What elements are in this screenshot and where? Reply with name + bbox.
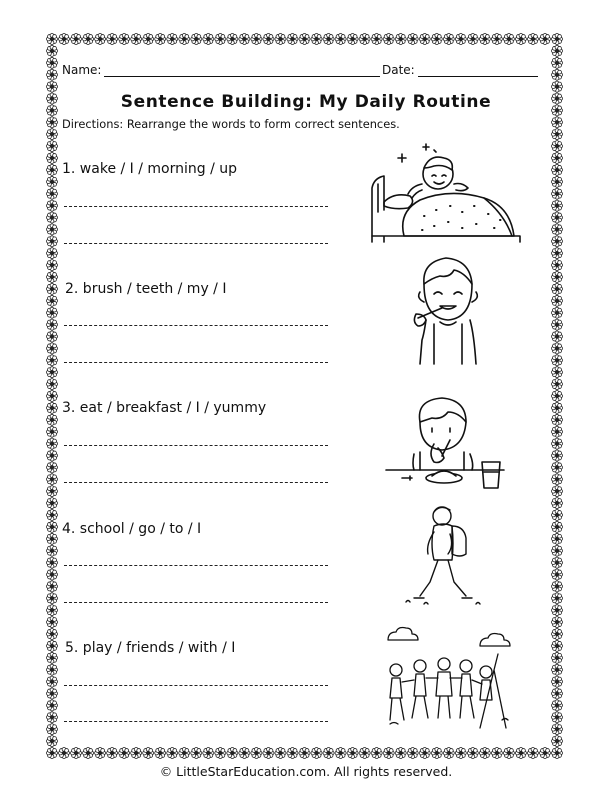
- border-flower: [552, 212, 563, 223]
- border-flower: [311, 34, 322, 45]
- border-flower: [467, 748, 478, 759]
- border-flower: [215, 748, 226, 759]
- border-flower: [552, 224, 563, 235]
- border-flower: [552, 379, 563, 390]
- border-flower: [59, 748, 70, 759]
- border-flower: [552, 272, 563, 283]
- boy-eating-breakfast-picture: [384, 392, 506, 494]
- prompt-3: 3. eat / breakfast / I / yummy: [62, 400, 267, 416]
- border-flower: [552, 676, 563, 687]
- border-flower: [552, 188, 563, 199]
- boy-walking-to-school-picture: [404, 504, 486, 608]
- border-flower: [179, 748, 190, 759]
- border-flower: [552, 81, 563, 92]
- border-flower: [47, 438, 58, 449]
- border-flower: [47, 629, 58, 640]
- border-flower: [335, 34, 346, 45]
- border-flower: [552, 295, 563, 306]
- border-flower: [539, 748, 550, 759]
- border-flower: [47, 426, 58, 437]
- border-flower: [119, 34, 130, 45]
- border-flower: [47, 724, 58, 735]
- border-flower: [47, 272, 58, 283]
- border-flower: [552, 426, 563, 437]
- border-flower: [407, 34, 418, 45]
- border-flower: [552, 581, 563, 592]
- border-flower: [263, 34, 274, 45]
- border-flower: [395, 748, 406, 759]
- border-flower: [119, 748, 130, 759]
- border-flower: [552, 319, 563, 330]
- border-flower: [47, 605, 58, 616]
- border-flower: [552, 557, 563, 568]
- border-flower: [323, 748, 334, 759]
- border-flower: [47, 391, 58, 402]
- border-flower: [47, 45, 58, 56]
- border-flower: [47, 343, 58, 354]
- border-flower: [359, 748, 370, 759]
- border-flower: [552, 129, 563, 140]
- border-flower: [527, 748, 538, 759]
- border-flower: [552, 640, 563, 651]
- border-flower: [552, 712, 563, 723]
- border-flower: [552, 486, 563, 497]
- answer-line-4b[interactable]: [64, 602, 328, 603]
- border-flower: [371, 748, 382, 759]
- border-flower: [552, 724, 563, 735]
- border-flower: [491, 748, 502, 759]
- prompt-2: 2. brush / teeth / my / I: [65, 281, 227, 297]
- border-flower: [47, 474, 58, 485]
- border-flower: [491, 34, 502, 45]
- border-flower: [552, 176, 563, 187]
- border-flower: [503, 748, 514, 759]
- border-flower: [552, 498, 563, 509]
- border-flower: [47, 736, 58, 747]
- answer-line-3b[interactable]: [64, 482, 328, 483]
- name-label: Name:: [62, 63, 102, 77]
- children-playing-picture: [382, 624, 518, 732]
- border-flower: [552, 510, 563, 521]
- border-flower: [47, 700, 58, 711]
- border-flower: [552, 664, 563, 675]
- border-flower: [383, 34, 394, 45]
- border-flower: [47, 260, 58, 271]
- border-flower: [47, 640, 58, 651]
- border-flower: [47, 688, 58, 699]
- border-flower: [155, 748, 166, 759]
- border-flower: [515, 34, 526, 45]
- border-flower: [552, 462, 563, 473]
- border-flower: [83, 34, 94, 45]
- border-flower: [431, 748, 442, 759]
- border-flower: [155, 34, 166, 45]
- border-flower: [275, 34, 286, 45]
- border-flower: [552, 367, 563, 378]
- border-flower: [191, 34, 202, 45]
- border-flower: [47, 236, 58, 247]
- border-flower: [395, 34, 406, 45]
- border-flower: [47, 355, 58, 366]
- border-flower: [443, 34, 454, 45]
- border-flower: [347, 748, 358, 759]
- border-flower: [552, 569, 563, 580]
- border-flower: [443, 748, 454, 759]
- border-flower: [552, 153, 563, 164]
- border-flower: [299, 748, 310, 759]
- border-flower: [167, 748, 178, 759]
- border-flower: [47, 462, 58, 473]
- border-flower: [552, 545, 563, 556]
- border-flower: [227, 34, 238, 45]
- border-flower: [47, 379, 58, 390]
- boy-in-bed-picture: [364, 140, 524, 244]
- border-flower: [47, 164, 58, 175]
- border-flower: [59, 34, 70, 45]
- border-flower: [455, 748, 466, 759]
- border-flower: [47, 748, 58, 759]
- border-flower: [552, 450, 563, 461]
- border-flower: [552, 283, 563, 294]
- border-flower: [143, 34, 154, 45]
- border-flower: [47, 652, 58, 663]
- border-flower: [47, 34, 58, 45]
- border-flower: [527, 34, 538, 45]
- border-flower: [47, 414, 58, 425]
- border-flower: [47, 498, 58, 509]
- border-flower: [215, 34, 226, 45]
- border-flower: [552, 533, 563, 544]
- border-flower: [47, 117, 58, 128]
- border-flower: [47, 188, 58, 199]
- border-flower: [83, 748, 94, 759]
- border-flower: [539, 34, 550, 45]
- boy-brushing-teeth-picture: [410, 254, 486, 366]
- worksheet-title: Sentence Building: My Daily Routine: [120, 92, 492, 112]
- border-flower: [552, 700, 563, 711]
- border-flower: [47, 200, 58, 211]
- answer-line-3a[interactable]: [64, 445, 328, 446]
- border-flower: [47, 569, 58, 580]
- border-flower: [47, 319, 58, 330]
- border-flower: [95, 748, 106, 759]
- border-flower: [47, 307, 58, 318]
- border-flower: [311, 748, 322, 759]
- border-flower: [179, 34, 190, 45]
- border-flower: [47, 557, 58, 568]
- border-flower: [552, 200, 563, 211]
- border-flower: [203, 748, 214, 759]
- border-flower: [467, 34, 478, 45]
- border-flower: [552, 605, 563, 616]
- border-flower: [131, 34, 142, 45]
- border-flower: [47, 153, 58, 164]
- border-flower: [419, 748, 430, 759]
- border-flower: [552, 629, 563, 640]
- border-flower: [47, 224, 58, 235]
- border-flower: [47, 450, 58, 461]
- border-flower: [107, 34, 118, 45]
- border-flower: [371, 34, 382, 45]
- border-flower: [299, 34, 310, 45]
- border-flower: [47, 617, 58, 628]
- border-flower: [552, 474, 563, 485]
- border-flower: [552, 260, 563, 271]
- border-flower: [287, 748, 298, 759]
- border-flower: [239, 34, 250, 45]
- border-flower: [47, 402, 58, 413]
- border-flower: [47, 212, 58, 223]
- copyright-footer: © LittleStarEducation.com. All rights reserved.: [159, 764, 453, 779]
- border-flower: [552, 34, 563, 45]
- border-flower: [47, 129, 58, 140]
- border-flower: [47, 593, 58, 604]
- border-flower: [47, 521, 58, 532]
- border-flower: [47, 141, 58, 152]
- border-flower: [71, 34, 82, 45]
- border-flower: [47, 581, 58, 592]
- border-flower: [431, 34, 442, 45]
- border-flower: [47, 712, 58, 723]
- border-flower: [503, 34, 514, 45]
- border-flower: [47, 510, 58, 521]
- border-flower: [71, 748, 82, 759]
- answer-line-1a[interactable]: [64, 206, 328, 207]
- border-flower: [287, 34, 298, 45]
- answer-line-2b[interactable]: [64, 362, 328, 363]
- border-flower: [47, 367, 58, 378]
- border-flower: [479, 748, 490, 759]
- border-flower: [552, 688, 563, 699]
- border-flower: [552, 117, 563, 128]
- border-flower: [47, 69, 58, 80]
- border-flower: [407, 748, 418, 759]
- date-label: Date:: [382, 63, 415, 77]
- border-flower: [131, 748, 142, 759]
- border-flower: [552, 617, 563, 628]
- border-flower: [552, 164, 563, 175]
- border-flower: [552, 521, 563, 532]
- date-field[interactable]: [418, 76, 538, 77]
- border-flower: [552, 593, 563, 604]
- border-flower: [251, 34, 262, 45]
- border-flower: [552, 652, 563, 663]
- border-flower: [347, 34, 358, 45]
- answer-line-5b[interactable]: [64, 721, 328, 722]
- border-flower: [552, 391, 563, 402]
- border-flower: [323, 34, 334, 45]
- border-flower: [552, 248, 563, 259]
- border-flower: [552, 736, 563, 747]
- border-flower: [335, 748, 346, 759]
- border-flower: [552, 414, 563, 425]
- border-flower: [167, 34, 178, 45]
- border-flower: [552, 45, 563, 56]
- border-flower: [359, 34, 370, 45]
- border-flower: [263, 748, 274, 759]
- border-flower: [552, 331, 563, 342]
- name-field[interactable]: [104, 76, 380, 77]
- border-flower: [552, 355, 563, 366]
- border-flower: [552, 343, 563, 354]
- border-flower: [552, 307, 563, 318]
- border-flower: [275, 748, 286, 759]
- border-flower: [47, 176, 58, 187]
- border-flower: [47, 57, 58, 68]
- border-flower: [47, 295, 58, 306]
- prompt-4: 4. school / go / to / I: [62, 521, 202, 537]
- answer-line-4a[interactable]: [64, 565, 328, 566]
- answer-line-1b[interactable]: [64, 243, 328, 244]
- border-flower: [47, 545, 58, 556]
- border-flower: [143, 748, 154, 759]
- directions-text: Directions: Rearrange the words to form correct sentences.: [62, 117, 400, 131]
- border-flower: [552, 402, 563, 413]
- border-flower: [47, 676, 58, 687]
- border-flower: [552, 57, 563, 68]
- border-flower: [552, 748, 563, 759]
- border-flower: [95, 34, 106, 45]
- border-flower: [552, 141, 563, 152]
- border-flower: [203, 34, 214, 45]
- border-flower: [47, 533, 58, 544]
- border-flower: [47, 664, 58, 675]
- answer-line-5a[interactable]: [64, 685, 328, 686]
- border-flower: [47, 283, 58, 294]
- prompt-1: 1. wake / I / morning / up: [62, 161, 238, 177]
- prompt-5: 5. play / friends / with / I: [65, 640, 236, 656]
- border-flower: [552, 69, 563, 80]
- border-flower: [383, 748, 394, 759]
- border-flower: [552, 438, 563, 449]
- border-flower: [479, 34, 490, 45]
- border-flower: [419, 34, 430, 45]
- border-flower: [227, 748, 238, 759]
- border-flower: [455, 34, 466, 45]
- border-flower: [515, 748, 526, 759]
- border-flower: [251, 748, 262, 759]
- border-flower: [552, 236, 563, 247]
- answer-line-2a[interactable]: [64, 325, 328, 326]
- border-flower: [107, 748, 118, 759]
- border-flower: [47, 81, 58, 92]
- border-flower: [47, 486, 58, 497]
- border-flower: [47, 248, 58, 259]
- border-flower: [191, 748, 202, 759]
- border-flower: [239, 748, 250, 759]
- border-flower: [47, 331, 58, 342]
